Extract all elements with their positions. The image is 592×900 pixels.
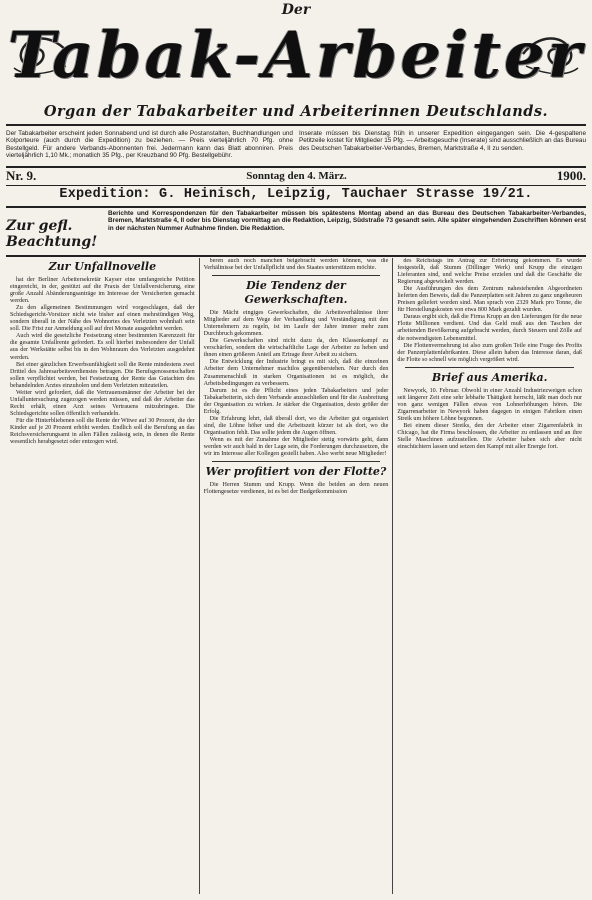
paragraph: Die Ausführungen des dem Zentrum nahestehenden Abgeordneten lieferten den Beweis, daß die Panzerplatten seit Jahren zu ganz ungeheuren Preisen geliefert worden sind. Man sprach von 2329 Mark pro Tonne, die für Herstellungskosten von etwa 800 Mark gezahlt wurden.	[397, 286, 583, 314]
article-heading: Brief aus Amerika.	[431, 370, 548, 384]
article-heading: Die Tendenz der Gewerkschaften.	[244, 279, 348, 307]
paragraph: Die Mächt eingiges Gewerkschaften, die Arbeitsverhältnisse ihrer Mitglieder auf dem Wege der Verhandlung und Verständigung mit den Unternehmern zu regeln, ist im Laufe der Jahre immer mehr zum Durchbruch gekommen.	[203, 310, 389, 338]
divider	[6, 124, 586, 126]
paragraph: Wenn es mit der Zunahme der Mitglieder stetig vorwärts geht, dann werden wir auch bald in der Lage sein, die Forderungen durchzusetzen, die wir im Interesse aller Kollegen gestellt haben. Also werbt neue Mitglieder!	[203, 436, 389, 458]
paragraph: Darum ist es die Pflicht eines jeden Tabakarbeiters und jeder Tabakarbeiterin, sich dem Verbande anzuschließen und für die Ausbreitung der Organisation zu wirken. Je stärker die Organisation, desto größer der Erfolg.	[203, 387, 389, 415]
column-3	[393, 258, 586, 894]
issue-bar	[6, 168, 586, 184]
paragraph: beren auch noch manchen beigebracht werden können, was die Verhältnisse bei der Unfallpflicht und des Staates unterstützen möchte.	[203, 258, 389, 272]
paragraph: hat der Berliner Arbeitersekretär Kayser eine umfangreiche Petition eingereicht, in der, gestützt auf die Praxis der Unfallversicherung, eine große Anzahl Abänderungsanträge im Interesse der Versicherten gemacht werden.	[10, 277, 195, 305]
masthead-subtitle: Organ der Tabakarbeiter und Arbeiterinnen Deutschlands.	[43, 103, 549, 120]
paragraph: Auch wird die gesetzliche Festsetzung einer bestimmten Karenzzeit für die gesamte Unfallrente gefordert. Es soll hierbei insbesondere der Unfall aus der Werkstätte selbst bis in den Wohnraum des Verletzten ausgedehnt werden.	[10, 333, 195, 361]
issue-year: 1900.	[556, 168, 586, 183]
paragraph: Die Entwicklung der Industrie bringt es mit sich, daß die einzelnen Arbeiter dem Unternehmer machtlos gegenüberstehen. Nur durch den Zusammenschluß in starken Organisationen ist es möglich, die Arbeitsbedingungen zu verbessern.	[203, 359, 389, 387]
paragraph: Bei einem dieser Streiks, den der Arbeiter einer Zigarrenfabrik in Chicago, hat die Firma beschlossen, die Arbeiter zu entlassen und an ihre Stelle Maschinen aufzustellen. Die Arbeiter haben sich aber nicht einschüchtern lassen und setzen den Kampf mit aller Energie fort.	[397, 422, 583, 451]
divider	[6, 206, 586, 208]
divider	[6, 185, 586, 186]
masthead-article-word: Der	[281, 2, 311, 18]
paragraph: Die Flottenvermehrung ist also zum großen Teile eine Frage des Profits der Panzerplattenfabrikanten. Diese allein haben das Interesse daran, daß die Flotte so schnell wie möglich vergrößert wird.	[397, 342, 583, 363]
issue-date: Sonntag den 4. März.	[246, 170, 347, 182]
column-2	[200, 258, 394, 894]
notice-title: Zur gefl. Beachtung!	[6, 218, 98, 250]
column-1	[6, 258, 200, 894]
paragraph: Newyork, 10. Februar. Obwohl in einer Anzahl Industriezweigen schon seit längerer Zeit eine sehr lebhafte Thätigkeit herrscht, läßt man doch nur von ganz wenigen Fällen etwas von Lohnerhöhungen hören. Die Zigarrenarbeiter in Newyork haben dagegen in einigen Fabriken einen Streik um höhere Löhne begonnen.	[397, 387, 583, 422]
article-columns	[6, 258, 586, 894]
divider	[212, 461, 381, 462]
paragraph: Die Erfahrung lehrt, daß überall dort, wo die Arbeiter gut organisiert sind, die Löhne höher und die Arbeitszeit kürzer ist als dort, wo die Organisation fehlt. Das sollte jedem die Augen öffnen.	[203, 415, 389, 436]
paragraph: Zu den allgemeinen Bestimmungen wird vorgeschlagen, daß der Schiedsgericht-Vorsitzer nicht wie bisher auf einen mehrstündigen Weg, sondern überall in der Nähe des Wohnortes des Verletzten wohnhaft sein soll. Die Frist zur Anmeldung soll auf drei Monate ausgedehnt werden.	[10, 305, 195, 333]
notice-body: Berichte und Korrespondenzen für den Tabakarbeiter müssen bis spätestens Montag abend an das Bureau des Deutschen Tabakarbeiter-Verbandes, Bremen, Marktstraße 4, II oder bis Dienstag vormittag an die Redaktion, Leipzig, Südstraße 73 gesandt sein. Alle später eingehenden Zuschriften können erst in der nächsten Nummer Aufnahme finden. Die Redaktion.	[108, 210, 586, 232]
divider	[405, 367, 574, 368]
paragraph: des Reichstags im Antrag zur Erörterung gekommen. Es wurde festgestellt, daß Stumm (Dillinger Werk) und Krupp die einzigen Lieferanten sind, und welche Preise erzielen und daß die Geschäfte die Regierung abgewickelt werden.	[397, 258, 583, 286]
paragraph: Weiter wird gefordert, daß die Vertrauensmänner der Arbeiter bei der Unfalluntersuchung zugezogen werden müssen, und daß der Arbeiter das Recht erhält, einen Arzt seines Vertrauens mitzubringen. Die Schiedsgerichte sollen öffentlich verhandeln.	[10, 389, 195, 417]
paragraph: Die Gewerkschaften sind nicht dazu da, den Klassenkampf zu verschärfen, sondern die wirtschaftliche Lage der Arbeiter zu heben und ihnen einen größeren Anteil am Ertrage ihrer Arbeit zu sichern.	[203, 338, 389, 359]
advertising-info: Inserate müssen bis Dienstag früh in unserer Expedition eingegangen sein. Die 4-gespaltene Petitzeile kostet für Mitglieder 15 Pfg. — Arbeitsgesuche (Inserate) sind ausschließlich an das Bureau des Deutschen Tabakarbeiter-Verbandes, Bremen, Marktstraße 4, II zu senden.	[299, 130, 587, 152]
issue-number: Nr. 9.	[6, 168, 37, 183]
masthead-title: Tabak-Arbeiter	[7, 18, 585, 93]
paragraph: Für die Hinterbliebenen soll die Rente der Witwe auf 30 Prozent, die der Kinder auf je 20 Prozent erhöht werden. Endlich soll die Berufung an das Reichsversicherungsamt in allen Fällen zulässig sein, in denen die Rente wesentlich herabgesetzt oder entzogen wird.	[10, 417, 195, 446]
article-heading: Zur Unfallnovelle	[48, 260, 157, 273]
paragraph: Die Herren Stumm und Krupp. Wenn die beiden an dem neuen Flottengesetze verdienen, ist es bei der Budgetkommission	[203, 482, 389, 496]
publication-info	[6, 130, 586, 166]
expedition-line: Expedition: G. Heinisch, Leipzig, Tauchaer Strasse 19/21.	[59, 187, 533, 202]
paragraph: Bei einer gänzlichen Erwerbsunfähigkeit soll die Rente mindestens zwei Drittel des Jahresarbeitsverdienstes betragen. Die Berufsgenossenschaften sollen verpflichtet werden, bei Festsetzung der Rente das Gutachten des behandelnden Arztes einzuholen und dem Verletzten mitzuteilen.	[10, 361, 195, 389]
divider	[6, 255, 586, 257]
paragraph: Daraus ergibt sich, daß die Firma Krupp an den Lieferungen für die neue Flotte Millionen verdient. Und das Geld muß aus den Taschen der arbeitenden Bevölkerung aufgebracht werden, durch Steuern und Zölle auf die notwendigsten Lebensmittel.	[397, 314, 583, 342]
article-heading: Wer profitiert von der Flotte?	[205, 465, 387, 479]
subscription-info: Der Tabakarbeiter erscheint jeden Sonnabend und ist durch alle Postanstalten, Buchhandlungen und Kolporteure (auch durch die Expedition) zu beziehen. — Preis vierteljährlich 70 Pfg. ohne Bestellgeld. Für andere Verbands-Abonnenten frei. Jedermann kann das Blatt abonniren. Preis vierteljährlich 1,10 Mk.; monatlich 35 Pfg., per Kreuzband 90 Pfg. Bestellgebühr.	[6, 130, 293, 160]
divider	[212, 275, 381, 276]
notice-box	[6, 210, 586, 254]
